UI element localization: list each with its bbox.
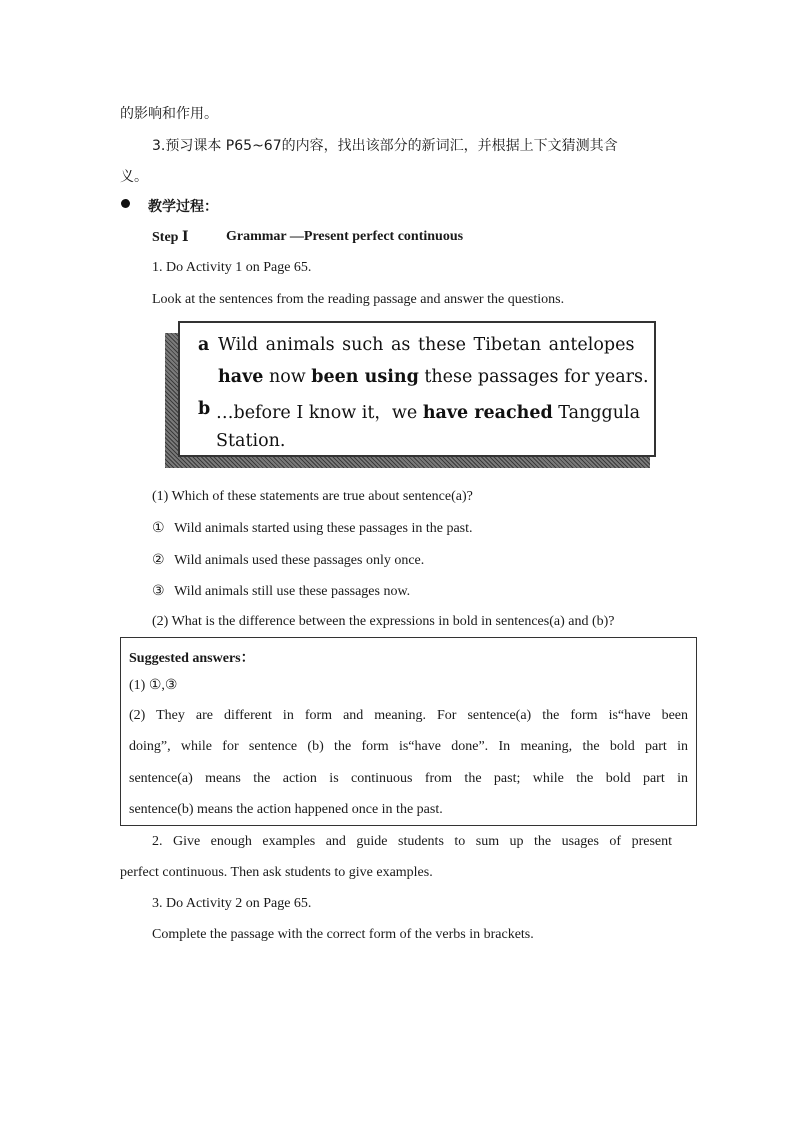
activity1-prompt: Look at the sentences from the reading passage and answer the questions. [152,292,565,307]
answer-2-line: sentence(a) means the action is continuous from the past; while the bold part in [129,771,688,786]
answer-2-last-line: sentence(b) means the action happened once in the past. [129,802,443,817]
option-number: ② [152,552,165,568]
activity1-instruction: 1. Do Activity 1 on Page 65. [152,260,312,275]
option-number: ① [152,520,165,536]
example-b-marker: b [198,399,211,419]
example-sentences-box [178,321,656,457]
example-b-bold-have-reached: have reached [422,403,553,423]
bullet-dot-icon [121,199,130,208]
option-text: Wild animals used these passages only once. [174,553,425,568]
example-a-bold-have: have [218,367,264,387]
example-a-bold-been-using: been using [311,367,419,387]
example-b-line2: Station. [216,431,286,451]
step-label: Step Ⅰ [152,230,189,245]
answer-2-line: (2) They are different in form and meaning. For sentence(a) the form is“have been [129,708,688,723]
example-a-mid: now [263,367,312,387]
question-1: (1) Which of these statements are true about sentence(a)? [152,489,473,504]
example-b-line1 [216,399,640,424]
option-text: Wild animals still use these passages now. [174,584,411,599]
option-row [152,520,473,537]
option-number: ③ [152,583,165,599]
answer-2-line: doing”, while for sentence (b) the form is“have done”. In meaning, the bold part in [129,739,688,754]
question-2: (2) What is the difference between the expressions in bold in sentences(a) and (b)? [152,614,615,629]
example-a-line1: Wild animals such as these Tibetan antelopes [218,335,635,355]
activity-next-line2: perfect continuous. Then ask students to give examples. [120,865,433,880]
activity2-prompt: Complete the passage with the correct form of the verbs in brackets. [152,927,534,942]
example-b-pre: …before I know it，we [216,403,423,423]
example-a-rest: these passages for years. [418,367,649,387]
example-a-marker: a [198,335,210,355]
process-heading: 教学过程： [148,199,218,215]
preview-task-line2: 义。 [120,169,148,185]
preview-task-line1: 3.预习课本 P65~67的内容，找出该部分的新词汇，并根据上下文猜测其含 [152,138,618,154]
example-a-line2 [218,367,649,387]
answers-heading: Suggested answers： [129,651,255,666]
activity2-instruction: 3. Do Activity 2 on Page 65. [152,896,312,911]
option-row [152,583,410,600]
answer-1: (1) ①,③ [129,678,178,693]
intro-tail-text: 的影响和作用。 [120,106,218,122]
option-text: Wild animals started using these passages in the past. [174,521,473,536]
activity-next-line1: 2. Give enough examples and guide students to sum up the usages of present [152,834,672,849]
example-b-post: Tanggula [552,403,641,423]
option-row [152,552,424,569]
step-title: Grammar —Present perfect continuous [226,229,464,244]
